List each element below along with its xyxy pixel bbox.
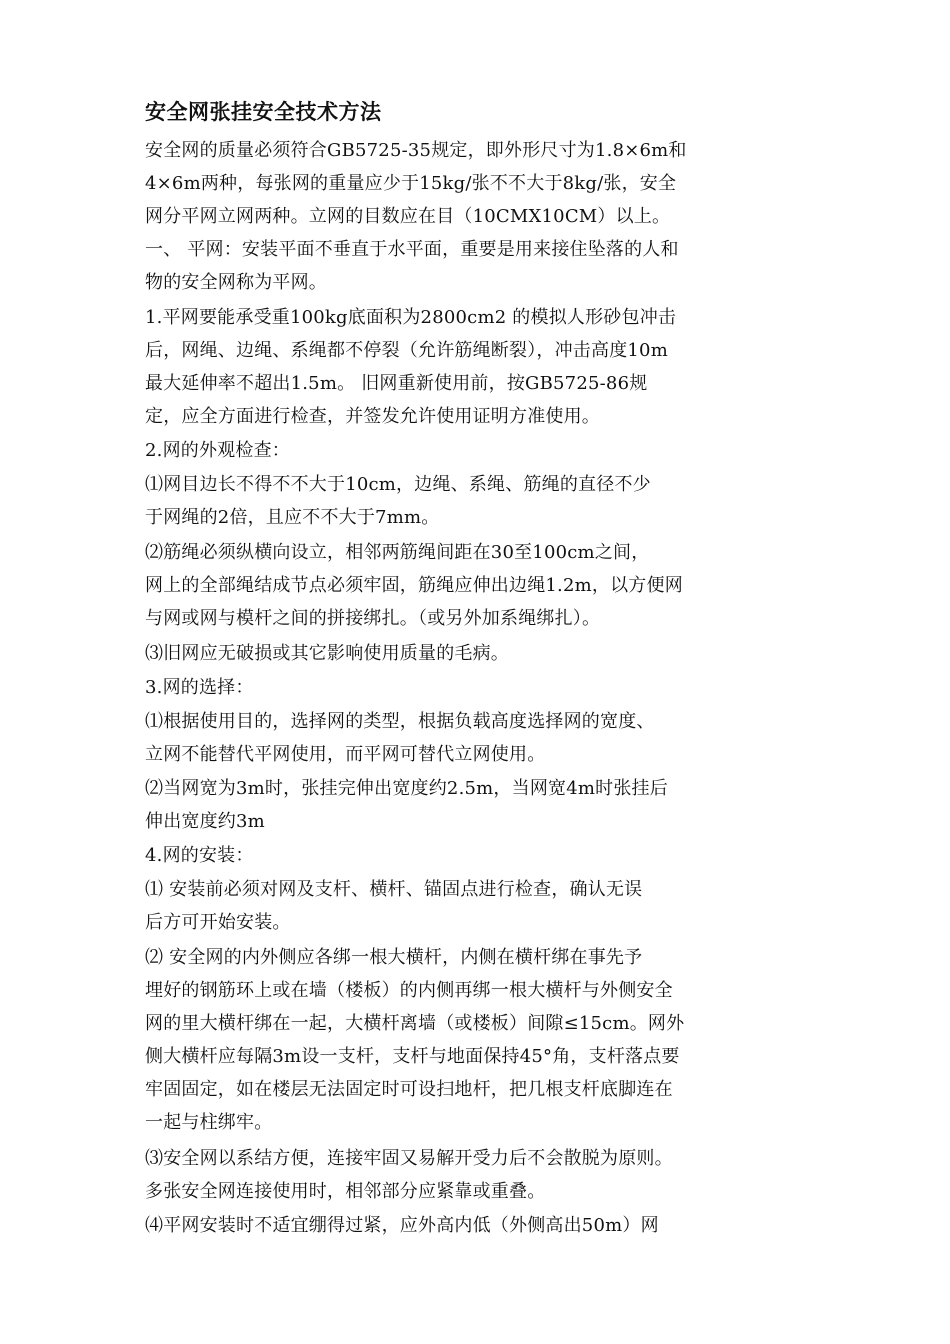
text-line: 牢固固定，如在楼层无法固定时可设扫地杆，把几根支杆底脚连在 (145, 1079, 673, 1100)
text-line: 4×6m两种，每张网的重量应少于15kg/张不不大于8kg/张，安全 (145, 173, 677, 194)
text-line: 侧大横杆应每隔3m设一支杆，支杆与地面保持45°角，支杆落点要 (145, 1046, 680, 1067)
text-line: 后方可开始安装。 (145, 912, 291, 933)
text-line: 立网不能替代平网使用，而平网可替代立网使用。 (145, 744, 546, 765)
text-line: 安全网的质量必须符合GB5725-35规定，即外形尺寸为1.8×6m和 (145, 140, 687, 161)
document-title: 安全网张挂安全技术方法 (145, 100, 382, 124)
text-line: 后，网绳、边绳、系绳都不停裂（允许筋绳断裂），冲击高度10m (145, 340, 668, 361)
text-line: ⑴网目边长不得不不大于10cm，边绳、系绳、筋绳的直径不少 (145, 474, 651, 495)
text-line: 与网或网与模杆之间的拼接绑扎。（或另外加系绳绑扎）。 (145, 608, 601, 629)
text-line: ⑴ 安装前必须对网及支杆、横杆、锚固点进行检查，确认无误 (145, 879, 643, 900)
text-line: 网的里大横杆绑在一起，大横杆离墙（或楼板）间隙≤15cm。网外 (145, 1013, 685, 1034)
text-line: 定，应全方面进行检查，并签发允许使用证明方准使用。 (145, 406, 600, 427)
text-line: 网上的全部绳结成节点必须牢固，筋绳应伸出边绳1.2m，以方便网 (145, 575, 683, 596)
text-line: 一起与柱绑牢。 (145, 1112, 273, 1133)
text-line: 网分平网立网两种。立网的目数应在目（10CMX10CM）以上。 (145, 206, 671, 227)
text-line: ⑵筋绳必须纵横向设立，相邻两筋绳间距在30至100cm之间， (145, 542, 650, 563)
text-line: 最大延伸率不超出1.5m。 旧网重新使用前，按GB5725-86规 (145, 373, 648, 394)
text-line: 埋好的钢筋环上或在墙（楼板）的内侧再绑一根大横杆与外侧安全 (145, 980, 673, 1001)
text-line: 于网绳的2倍，且应不不大于7mm。 (145, 507, 440, 528)
text-line: ⑶旧网应无破损或其它影响使用质量的毛病。 (145, 643, 509, 664)
text-line: ⑵ 安全网的内外侧应各绑一根大横杆，内侧在横杆绑在事先予 (145, 947, 643, 968)
text-line: 多张安全网连接使用时，相邻部分应紧靠或重叠。 (145, 1181, 546, 1202)
text-line: 4.网的安装： (145, 845, 254, 866)
text-line: ⑷平网安装时不适宜绷得过紧，应外高内低（外侧高出50m）网 (145, 1215, 659, 1236)
text-line: ⑵当网宽为3m时，张挂完伸出宽度约2.5m，当网宽4m时张挂后 (145, 778, 668, 799)
text-line: 伸出宽度约3m (145, 811, 265, 832)
text-line: ⑶安全网以系结方便，连接牢固又易解开受力后不会散脱为原则。 (145, 1148, 673, 1169)
text-line: 2.网的外观检查： (145, 440, 290, 461)
text-line: 一、 平网：安装平面不垂直于水平面，重要是用来接住坠落的人和 (145, 239, 679, 260)
text-line: 1.平网要能承受重100kg底面积为2800cm2 的模拟人形砂包冲击 (145, 307, 677, 328)
text-line: 物的安全网称为平网。 (145, 272, 327, 293)
text-line: 3.网的选择： (145, 677, 254, 698)
text-line: ⑴根据使用目的，选择网的类型，根据负载高度选择网的宽度、 (145, 711, 655, 732)
